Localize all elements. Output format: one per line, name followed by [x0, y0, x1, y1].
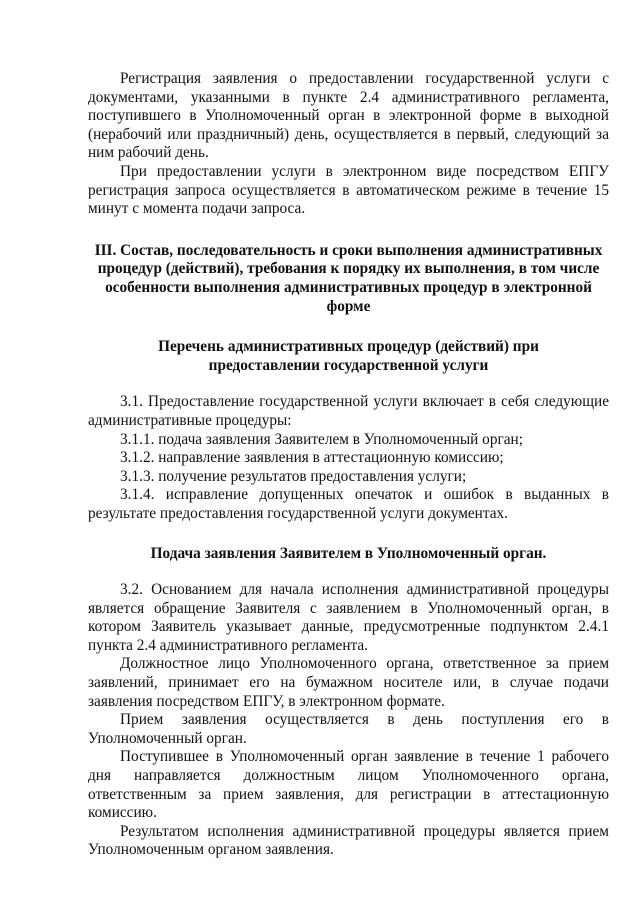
subheading-application-submission: Подача заявления Заявителем в Уполномоченный орган.	[150, 545, 547, 563]
paragraph-official-accepts: Должностное лицо Уполномоченного органа, ответственное за прием заявлений, принимает его на бумажном носителе или, в случае подачи заявления посредством ЕПГУ, в электронном формате.	[88, 655, 609, 710]
list-item: 3.1.1. подача заявления Заявителем в Уполномоченный орган;	[120, 430, 523, 448]
paragraph-forwarding: Поступившее в Уполномоченный орган заявление в течение 1 рабочего дня направляется должностным лицом Уполномоченного органа, ответственным за прием заявления, для регистрации в аттестационную комиссию.	[88, 748, 609, 822]
subheading-procedures-list: Перечень административных процедур (действий) при предоставлении государственной услуги	[158, 338, 539, 374]
list-item: 3.1.4. исправление допущенных опечаток и ошибок в выданных в результате предоставления государственной услуги документах.	[88, 486, 609, 522]
section-heading: III. Состав, последовательность и сроки выполнения административных процедур (действий), требования к порядку их выполнения, в том числе особенности выполнения административных процедур в электронной форме	[94, 241, 603, 315]
list-intro: 3.1. Предоставление государственной услуги включает в себя следующие административные процедуры:	[88, 393, 609, 429]
paragraph-registration-epgu: При предоставлении услуги в электронном виде посредством ЕПГУ регистрация запроса осуществляется в автоматическом режиме в течение 15 минут с момента подачи запроса.	[88, 162, 609, 218]
paragraph-reception-day: Прием заявления осуществляется в день поступления его в Уполномоченный орган.	[88, 711, 609, 747]
list-item: 3.1.2. направление заявления в аттестационную комиссию;	[120, 449, 504, 467]
paragraph-result: Результатом исполнения административной процедуры является прием Уполномоченным органом заявления.	[88, 822, 609, 859]
paragraph-registration-weekend: Регистрация заявления о предоставлении государственной услуги с документами, указанными в пункте 2.4 административного регламента, поступившего в Уполномоченный орган в электронной форме в выходной (нерабочий или праздничный) день, осуществляется в первый, следующий за ним рабочий день.	[88, 70, 609, 162]
paragraph-3-2: 3.2. Основанием для начала исполнения административной процедуры является обращение Заявителя с заявлением в Уполномоченный орган, в котором Заявитель указывает данные, предусмотренные подпунктом 2.4.1 пункта 2.4 административного регламента.	[88, 581, 609, 654]
list-item: 3.1.3. получение результатов предоставления услуги;	[120, 467, 467, 485]
